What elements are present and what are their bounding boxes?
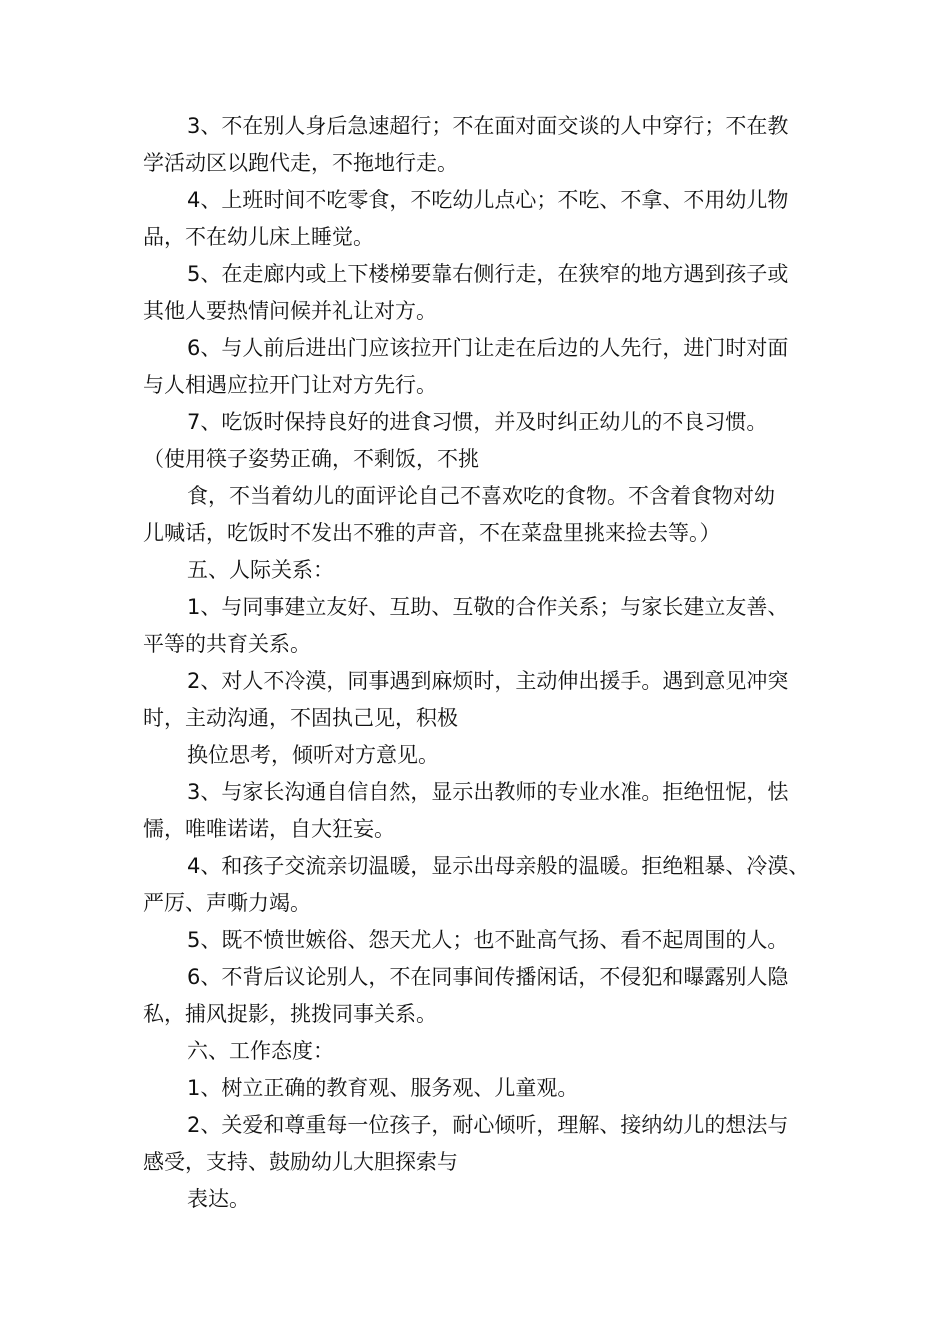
text-line: （使用筷子姿势正确，不剩饭，不挑 — [143, 447, 479, 471]
text-line: 学活动区以跑代走，不拖地行走。 — [143, 151, 458, 175]
text-line: 时，主动沟通，不固执己见，积极 — [143, 706, 458, 730]
text-line: 6、与人前后进出门应该拉开门让走在后边的人先行，进门时对面 — [187, 336, 789, 360]
text-line: 严厉、声嘶力竭。 — [143, 891, 311, 915]
text-line: 与人相遇应拉开门让对方先行。 — [143, 373, 437, 397]
text-line: 表达。 — [187, 1187, 250, 1211]
text-line: 1、树立正确的教育观、服务观、儿童观。 — [187, 1076, 579, 1100]
document-body — [143, 108, 823, 1218]
section-heading: 六、工作态度： — [187, 1039, 334, 1063]
text-line: 其他人要热情问候并礼让对方。 — [143, 299, 437, 323]
text-line: 2、关爱和尊重每一位孩子，耐心倾听，理解、接纳幼儿的想法与 — [187, 1113, 789, 1137]
text-line: 5、既不愤世嫉俗、怨天尤人；也不趾高气扬、看不起周围的人。 — [187, 928, 789, 952]
text-line: 4、和孩子交流亲切温暖，显示出母亲般的温暖。拒绝粗暴、冷漠、 — [187, 854, 810, 878]
text-line: 3、不在别人身后急速超行；不在面对面交谈的人中穿行；不在教 — [187, 114, 789, 138]
text-line: 食，不当着幼儿的面评论自己不喜欢吃的食物。不含着食物对幼 — [187, 484, 775, 508]
text-line: 感受，支持、鼓励幼儿大胆探索与 — [143, 1150, 458, 1174]
text-line: 平等的共育关系。 — [143, 632, 311, 656]
text-line: 7、吃饭时保持良好的进食习惯，并及时纠正幼儿的不良习惯。 — [187, 410, 768, 434]
text-line: 2、对人不冷漠，同事遇到麻烦时，主动伸出援手。遇到意见冲突 — [187, 669, 789, 693]
section-heading: 五、人际关系： — [187, 558, 334, 582]
text-line: 5、在走廊内或上下楼梯要靠右侧行走，在狭窄的地方遇到孩子或 — [187, 262, 789, 286]
text-line: 私，捕风捉影，挑拨同事关系。 — [143, 1002, 437, 1026]
text-line: 4、上班时间不吃零食，不吃幼儿点心；不吃、不拿、不用幼儿物 — [187, 188, 789, 212]
text-line: 懦，唯唯诺诺，自大狂妄。 — [143, 817, 395, 841]
text-line: 3、与家长沟通自信自然，显示出教师的专业水准。拒绝忸怩，怯 — [187, 780, 789, 804]
text-line: 品，不在幼儿床上睡觉。 — [143, 225, 374, 249]
text-line: 1、与同事建立友好、互助、互敬的合作关系；与家长建立友善、 — [187, 595, 789, 619]
text-line: 儿喊话，吃饭时不发出不雅的声音，不在菜盘里挑来捡去等。） — [143, 521, 721, 545]
text-line: 换位思考，倾听对方意见。 — [187, 743, 439, 767]
text-line: 6、不背后议论别人，不在同事间传播闲话，不侵犯和曝露别人隐 — [187, 965, 789, 989]
